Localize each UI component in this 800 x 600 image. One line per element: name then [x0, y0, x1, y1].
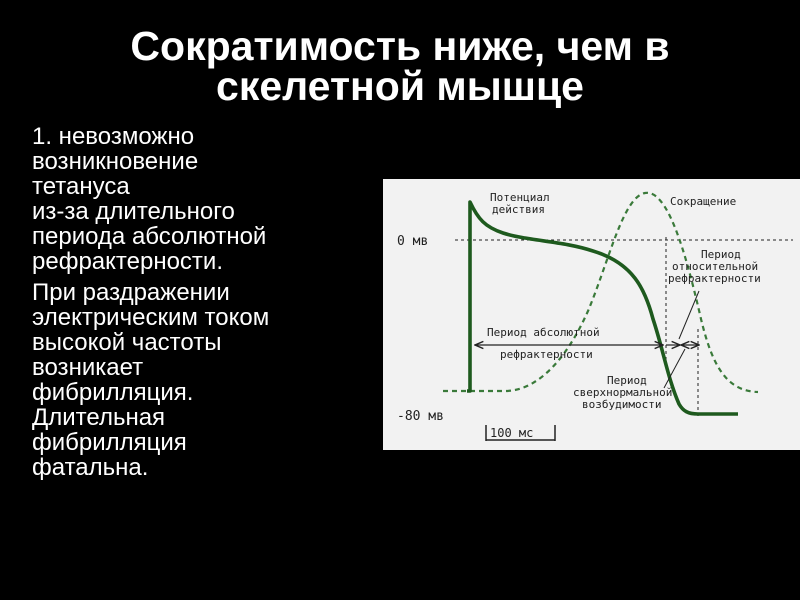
label-contraction: Сокращение	[670, 195, 737, 208]
label-supernormal-line-1: Период	[607, 374, 647, 387]
action-potential-curve	[467, 202, 738, 414]
text-line: рефрактерности.	[32, 248, 223, 275]
text-line: электрическим током	[32, 304, 270, 331]
text-line: возникает	[32, 354, 144, 381]
label-action-potential-line-2: действия	[492, 203, 545, 216]
text-line: 1. невозможно	[32, 123, 195, 150]
label-relative-line-2: относительной	[672, 260, 759, 273]
paragraph-tetanus	[32, 124, 377, 274]
contraction-curve	[443, 193, 758, 392]
text-line: из-за длительного	[32, 198, 235, 225]
body-text	[32, 124, 377, 486]
label-supernormal-line-2: сверхнормальной	[573, 386, 673, 399]
axis-label-zero: 0 мв	[397, 234, 429, 249]
label-action-potential-line-1: Потенциал	[490, 191, 550, 204]
label-relative-line-3: рефрактерности	[668, 272, 761, 285]
title-line-1: Сократимость ниже, чем в	[130, 23, 670, 69]
text-line: При раздражении	[32, 279, 230, 306]
action-potential-diagram	[383, 179, 800, 450]
diagram-svg	[383, 179, 800, 450]
relative-refractory-pointer	[679, 291, 699, 339]
text-line: возникновение	[32, 148, 199, 175]
scale-bar-label: 100 мс	[490, 426, 534, 440]
text-line: высокой частоты	[32, 329, 222, 356]
label-absolute-line-1: Период абсолютной	[487, 326, 600, 339]
text-line: фибрилляция.	[32, 379, 194, 406]
text-line: периода абсолютной	[32, 223, 267, 250]
label-absolute-line-2: рефрактерности	[500, 348, 593, 361]
text-line: фибрилляция	[32, 429, 187, 456]
slide-title	[40, 23, 760, 109]
text-line: тетануса	[32, 173, 130, 200]
text-line: фатальна.	[32, 454, 149, 481]
title-line-2: скелетной мышце	[216, 63, 584, 109]
label-relative-line-1: Период	[701, 248, 741, 261]
label-supernormal-line-3: возбудимости	[582, 398, 662, 411]
paragraph-fibrillation	[32, 280, 377, 480]
axis-label-minus80: -80 мв	[397, 409, 444, 424]
text-line: Длительная	[32, 404, 166, 431]
